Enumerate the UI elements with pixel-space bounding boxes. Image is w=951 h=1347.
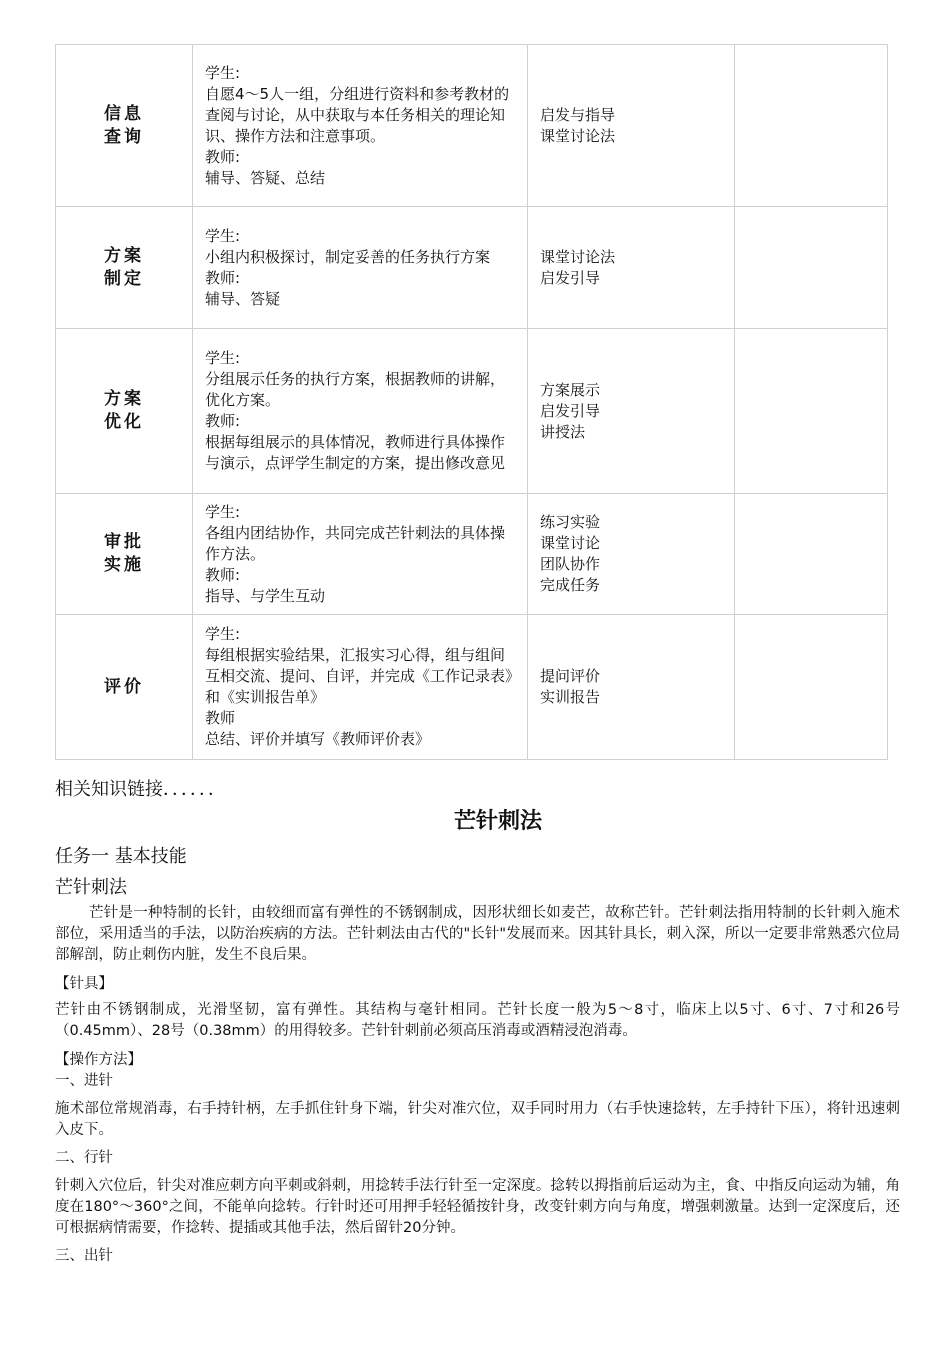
- lesson-plan-table-container: [55, 44, 838, 760]
- table-row: [56, 494, 888, 615]
- activity-line: 辅导、答疑: [205, 289, 281, 308]
- method-line: 课堂讨论: [540, 534, 601, 552]
- activity-cell: [193, 207, 528, 329]
- method-line: 启发与指导: [540, 105, 616, 124]
- activity-cell: [193, 329, 528, 494]
- stage-label: 信息: [104, 103, 144, 124]
- stage-label: 制定: [104, 268, 144, 289]
- activity-line: 根据每组展示的具体情况，教师进行具体操作与演示，点评学生制定的方案，提出修改意见: [205, 433, 506, 472]
- stage-label: 实施: [104, 555, 144, 575]
- activity-line: 分组展示任务的执行方案，根据教师的讲解，优化方案。: [205, 370, 506, 409]
- step3-heading: 三、出针: [55, 1248, 113, 1264]
- table-row: [56, 615, 888, 760]
- note-cell: [735, 45, 888, 207]
- stage-cell: [56, 207, 193, 329]
- lesson-plan-table: [55, 44, 888, 760]
- method-line: 课堂讨论法: [540, 126, 616, 145]
- method-cell: [528, 494, 735, 615]
- activity-line: 指导、与学生互动: [205, 586, 326, 605]
- stage-label: 评价: [104, 676, 144, 697]
- step2-paragraph: 针刺入穴位后，针尖对准应刺方向平刺或斜刺，用捻转手法行针至一定深度。捻转以拇指前后运动为主，食、中指反向运动为辅，角度在180°～360°之间，不能单向捻转。行针时还可用押手轻轻循按针身，改变针刺方向与角度，增强刺激量。达到一定深度后，还可根据病情需要，作捻转、提插或其他手法，然后留针20分钟。: [55, 1178, 900, 1236]
- step1-heading: 一、进针: [55, 1073, 113, 1089]
- method-line: 方案展示: [540, 380, 601, 399]
- activity-line: 教师:: [205, 565, 241, 584]
- step1-paragraph: 施术部位常规消毒，右手持针柄，左手抓住针身下端，针尖对准穴位，双手同时用力（右手快速捻转，左手持针下压），将针迅速刺入皮下。: [55, 1101, 900, 1138]
- stage-label: 方案: [104, 389, 144, 409]
- stage-label: 查询: [104, 126, 144, 147]
- activity-line: 教师: [205, 709, 236, 727]
- needle-paragraph: 芒针由不锈钢制成，光滑坚韧，富有弹性。其结构与毫针相同。芒针长度一般为5～8寸，临床上以5寸、6寸、7寸和26号（0.45mm）、28号（0.38mm）的用得较多。芒针针刺前必须高压消毒或酒精浸泡消毒。: [55, 1002, 900, 1039]
- method-line: 团队协作: [540, 555, 601, 573]
- table-row: [56, 207, 888, 329]
- activity-line: 每组根据实验结果，汇报实习心得，组与组间互相交流、提问、自评，并完成《工作记录表》和《实训报告单》: [205, 646, 513, 706]
- step2-heading: 二、行针: [55, 1150, 113, 1166]
- method-line: 启发引导: [540, 268, 601, 287]
- method-cell: [528, 615, 735, 760]
- note-cell: [735, 329, 888, 494]
- activity-line: 学生:: [205, 226, 241, 245]
- activity-line: 教师:: [205, 147, 241, 166]
- method-heading: 【操作方法】: [55, 1052, 142, 1068]
- activity-cell: [193, 45, 528, 207]
- stage-cell: [56, 615, 193, 760]
- stage-label: 方案: [104, 245, 144, 266]
- stage-label: 审批: [104, 532, 144, 552]
- method-line: 练习实验: [540, 513, 601, 531]
- method-line: 完成任务: [540, 576, 601, 594]
- activity-line: 学生:: [205, 63, 241, 82]
- activity-line: 自愿4～5人一组，分组进行资料和参考教材的查阅与讨论，从中获取与本任务相关的理论知识、操作方法和注意事项。: [205, 84, 510, 145]
- activity-line: 总结、评价并填写《教师评价表》: [205, 730, 431, 748]
- task-heading: 任务一 基本技能: [55, 846, 187, 867]
- method-cell: [528, 45, 735, 207]
- activity-line: 学生:: [205, 502, 241, 521]
- method-cell: [528, 329, 735, 494]
- method-line: 启发引导: [540, 401, 601, 420]
- activity-cell: [193, 494, 528, 615]
- note-cell: [735, 494, 888, 615]
- page-title: 芒针刺法: [453, 809, 542, 834]
- related-knowledge-link: 相关知识链接．．．．．．: [55, 779, 226, 800]
- stage-cell: [56, 329, 193, 494]
- method-line: 提问评价: [540, 667, 601, 685]
- activity-line: 学生:: [205, 625, 241, 643]
- stage-cell: [56, 45, 193, 207]
- table-row: [56, 45, 888, 207]
- needle-heading: 【针具】: [55, 976, 113, 992]
- activity-line: 教师:: [205, 268, 241, 287]
- activity-line: 学生:: [205, 349, 241, 367]
- note-cell: [735, 615, 888, 760]
- method-line: 讲授法: [540, 422, 586, 441]
- stage-cell: [56, 494, 193, 615]
- activity-cell: [193, 615, 528, 760]
- activity-line: 各组内团结协作，共同完成芒针刺法的具体操作方法。: [205, 523, 506, 563]
- intro-paragraph: 芒针是一种特制的长针，由较细而富有弹性的不锈钢制成，因形状细长如麦芒，故称芒针。芒针刺法指用特制的长针刺入施术部位，采用适当的手法，以防治疾病的方法。芒针刺法由古代的"长针"发展而来。因其针具长，刺入深，所以一定要非常熟悉穴位局部解剖，防止刺伤内脏，发生不良后果。: [55, 905, 900, 963]
- note-cell: [735, 207, 888, 329]
- activity-line: 小组内积极探讨，制定妥善的任务执行方案: [205, 247, 491, 266]
- section-heading: 芒针刺法: [55, 877, 127, 898]
- stage-label: 优化: [104, 412, 144, 432]
- method-line: 实训报告: [540, 688, 601, 706]
- method-cell: [528, 207, 735, 329]
- table-row: [56, 329, 888, 494]
- activity-line: 教师:: [205, 412, 241, 430]
- method-line: 课堂讨论法: [540, 247, 616, 266]
- activity-line: 辅导、答疑、总结: [205, 168, 326, 187]
